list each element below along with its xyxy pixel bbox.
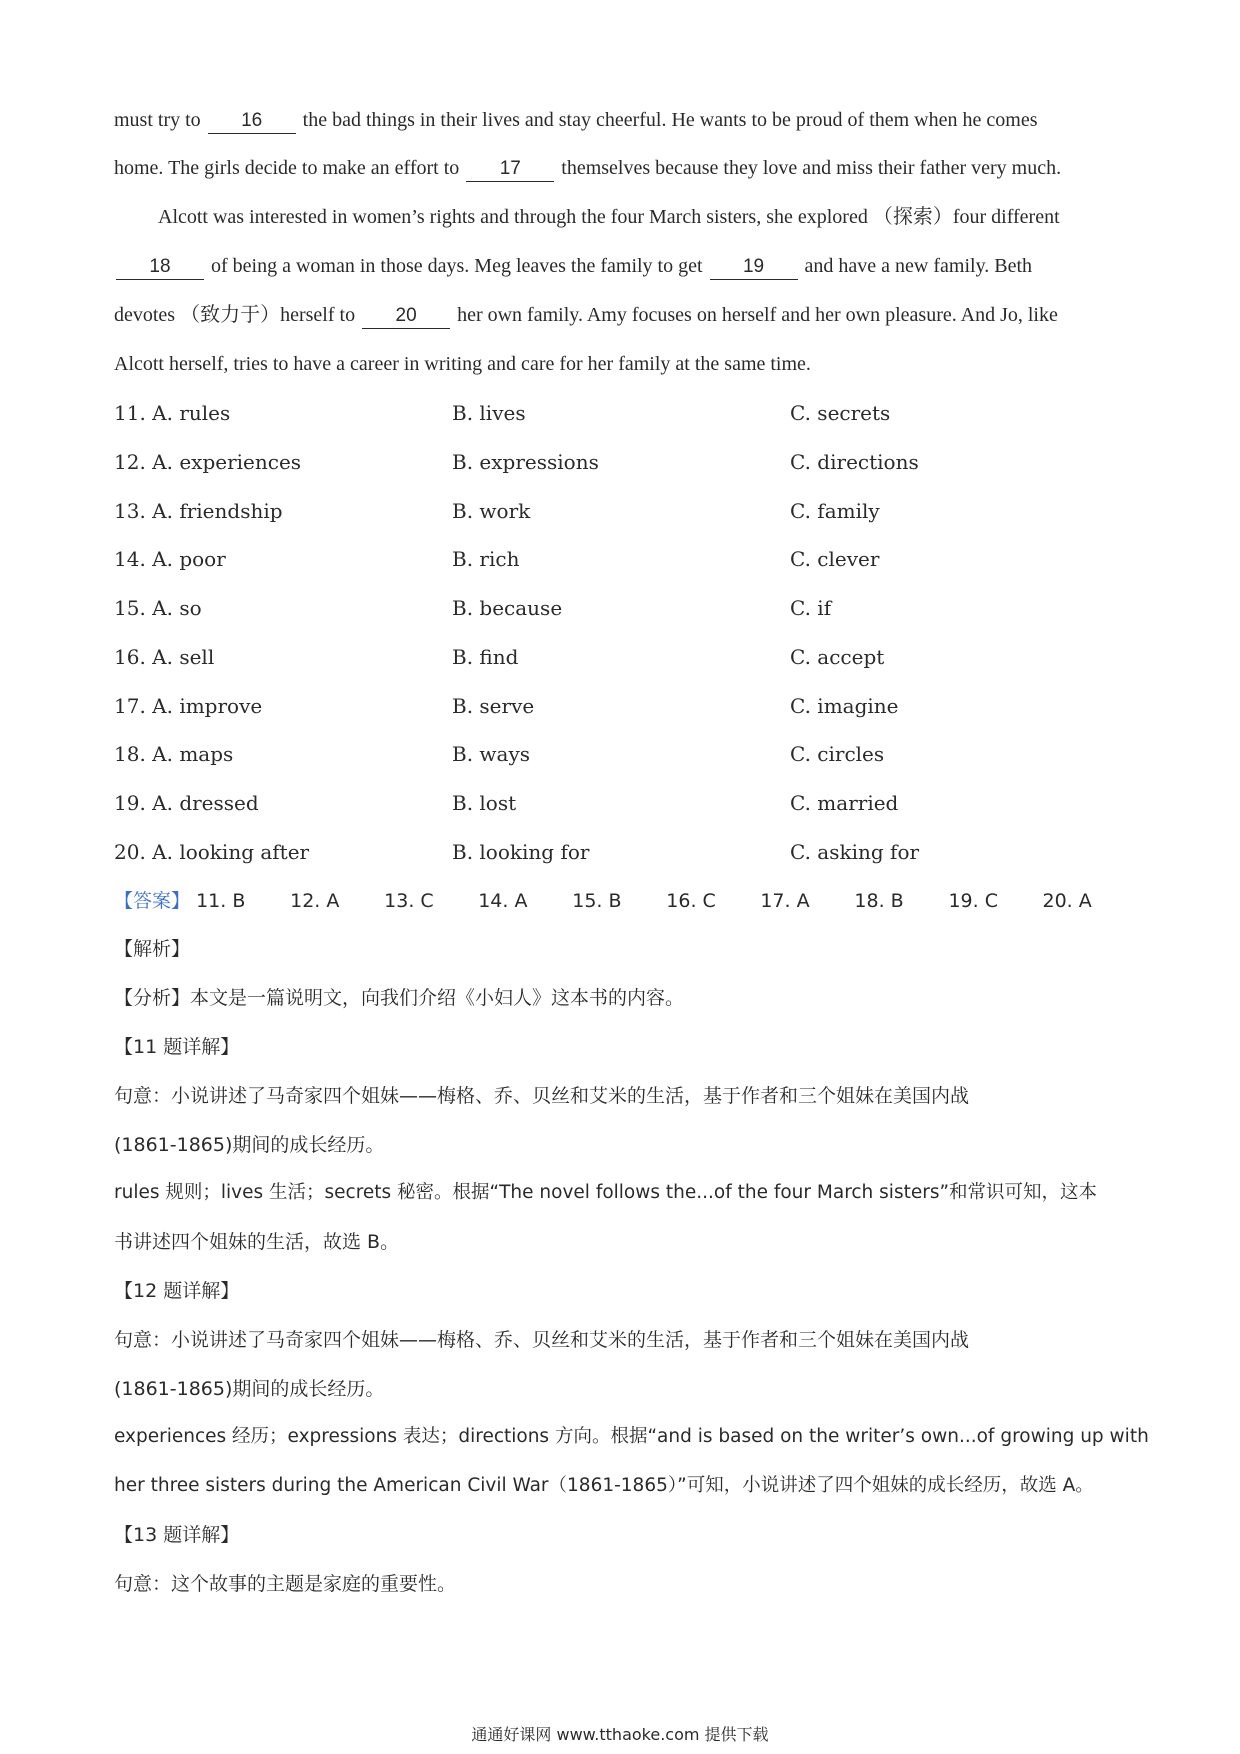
option-b: B. expressions <box>452 450 599 474</box>
blank-17: 17 <box>466 157 554 182</box>
option-c: C. married <box>790 791 899 815</box>
passage-line-6: Alcott herself, tries to have a career in writing and care for her family at the same time. <box>114 353 811 375</box>
analysis-label: 【解析】 <box>114 938 191 960</box>
option-a: 13. A. friendship <box>114 499 283 523</box>
answer-item: 16. C <box>666 890 716 912</box>
answer-item: 12. A <box>290 890 340 912</box>
passage-text: themselves because they love and miss their father very much. <box>561 157 1062 179</box>
passage-text: and have a new family. Beth <box>804 255 1033 277</box>
answer-item: 15. B <box>572 890 622 912</box>
q12-title: 【12 题详解】 <box>114 1280 240 1302</box>
option-c: C. circles <box>790 742 885 766</box>
option-a: 11. A. rules <box>114 401 231 425</box>
answer-item: 20. A <box>1042 890 1092 912</box>
answer-item: 18. B <box>854 890 904 912</box>
summary-line <box>114 983 1134 1013</box>
passage-text: her own family. Amy focuses on herself and her own pleasure. And Jo, like <box>457 304 1058 326</box>
answer-item: 11. B <box>196 890 246 912</box>
option-b: B. lives <box>452 401 526 425</box>
option-b: B. find <box>452 645 519 669</box>
option-c: C. accept <box>790 645 885 669</box>
option-a: 18. A. maps <box>114 742 234 766</box>
option-a: 17. A. improve <box>114 694 263 718</box>
q11-sentence-4: 书讲述四个姐妹的生活，故选 B。 <box>114 1231 400 1253</box>
blank-16: 16 <box>208 109 296 134</box>
option-b: B. rich <box>452 547 520 571</box>
q13-title: 【13 题详解】 <box>114 1524 240 1546</box>
summary-label: 【分析】 <box>114 987 191 1009</box>
answer-item: 14. A <box>478 890 528 912</box>
blank-18: 18 <box>116 255 204 280</box>
option-c: C. imagine <box>790 694 899 718</box>
option-c: C. family <box>790 499 880 523</box>
option-c: C. asking for <box>790 840 920 864</box>
passage-text: the bad things in their lives and stay cheerful. He wants to be proud of them when he comes <box>302 109 1038 131</box>
passage-text: home. The girls decide to make an effort to <box>114 157 460 179</box>
option-b: B. lost <box>452 791 517 815</box>
answer-key <box>114 886 1102 916</box>
page-footer: 通通好课网 www.tthaoke.com 提供下载 <box>471 1725 769 1744</box>
q12-sentence-1: 句意：小说讲述了马奇家四个姐妹——梅格、乔、贝丝和艾米的生活，基于作者和三个姐妹在美国内战 <box>114 1329 970 1351</box>
option-b: B. ways <box>452 742 531 766</box>
option-b: B. looking for <box>452 840 590 864</box>
answer-label: 【答案】 <box>114 890 191 912</box>
option-a: 14. A. poor <box>114 547 226 571</box>
option-a: 19. A. dressed <box>114 791 259 815</box>
q12-sentence-4: her three sisters during the American Civil War（1861-1865）”可知，小说讲述了四个姐妹的成长经历，故选 A。 <box>114 1475 1094 1496</box>
option-a: 15. A. so <box>114 596 202 620</box>
passage-line-5 <box>114 300 1130 330</box>
answer-item: 19. C <box>948 890 998 912</box>
q11-sentence-2: (1861-1865)期间的成长经历。 <box>114 1134 385 1156</box>
passage-text: devotes （致力于）herself to <box>114 304 356 326</box>
option-b: B. work <box>452 499 531 523</box>
passage-text: of being a woman in those days. Meg leaves the family to get <box>211 255 703 277</box>
option-c: C. if <box>790 596 832 620</box>
passage-text: must try to <box>114 109 201 131</box>
q12-sentence-3: experiences 经历；expressions 表达；directions 方向。根据“and is based on the writer’s own...of growing up with <box>114 1426 1149 1447</box>
passage-line-4 <box>114 251 1130 281</box>
q12-sentence-2: (1861-1865)期间的成长经历。 <box>114 1378 385 1400</box>
passage-line-3: Alcott was interested in women’s rights and through the four March sisters, she explored （探索）four different <box>158 206 1060 228</box>
summary-text: 本文是一篇说明文，向我们介绍《小妇人》这本书的内容。 <box>190 987 685 1009</box>
option-a: 16. A. sell <box>114 645 215 669</box>
blank-20: 20 <box>362 304 450 329</box>
q11-sentence-1: 句意：小说讲述了马奇家四个姐妹——梅格、乔、贝丝和艾米的生活，基于作者和三个姐妹在美国内战 <box>114 1085 970 1107</box>
q11-sentence-3: rules 规则；lives 生活；secrets 秘密。根据“The novel follows the...of the four March sisters”和常识可知，这本 <box>114 1182 1098 1203</box>
option-a: 12. A. experiences <box>114 450 302 474</box>
passage-line-1 <box>114 105 1130 135</box>
q13-sentence-1: 句意：这个故事的主题是家庭的重要性。 <box>114 1573 457 1595</box>
option-c: C. clever <box>790 547 880 571</box>
answer-item: 13. C <box>384 890 434 912</box>
q11-title: 【11 题详解】 <box>114 1036 240 1058</box>
blank-19: 19 <box>710 255 798 280</box>
option-b: B. because <box>452 596 563 620</box>
answer-item: 17. A <box>760 890 810 912</box>
option-c: C. secrets <box>790 401 891 425</box>
option-a: 20. A. looking after <box>114 840 310 864</box>
passage-line-2 <box>114 153 1130 183</box>
option-b: B. serve <box>452 694 535 718</box>
option-c: C. directions <box>790 450 919 474</box>
